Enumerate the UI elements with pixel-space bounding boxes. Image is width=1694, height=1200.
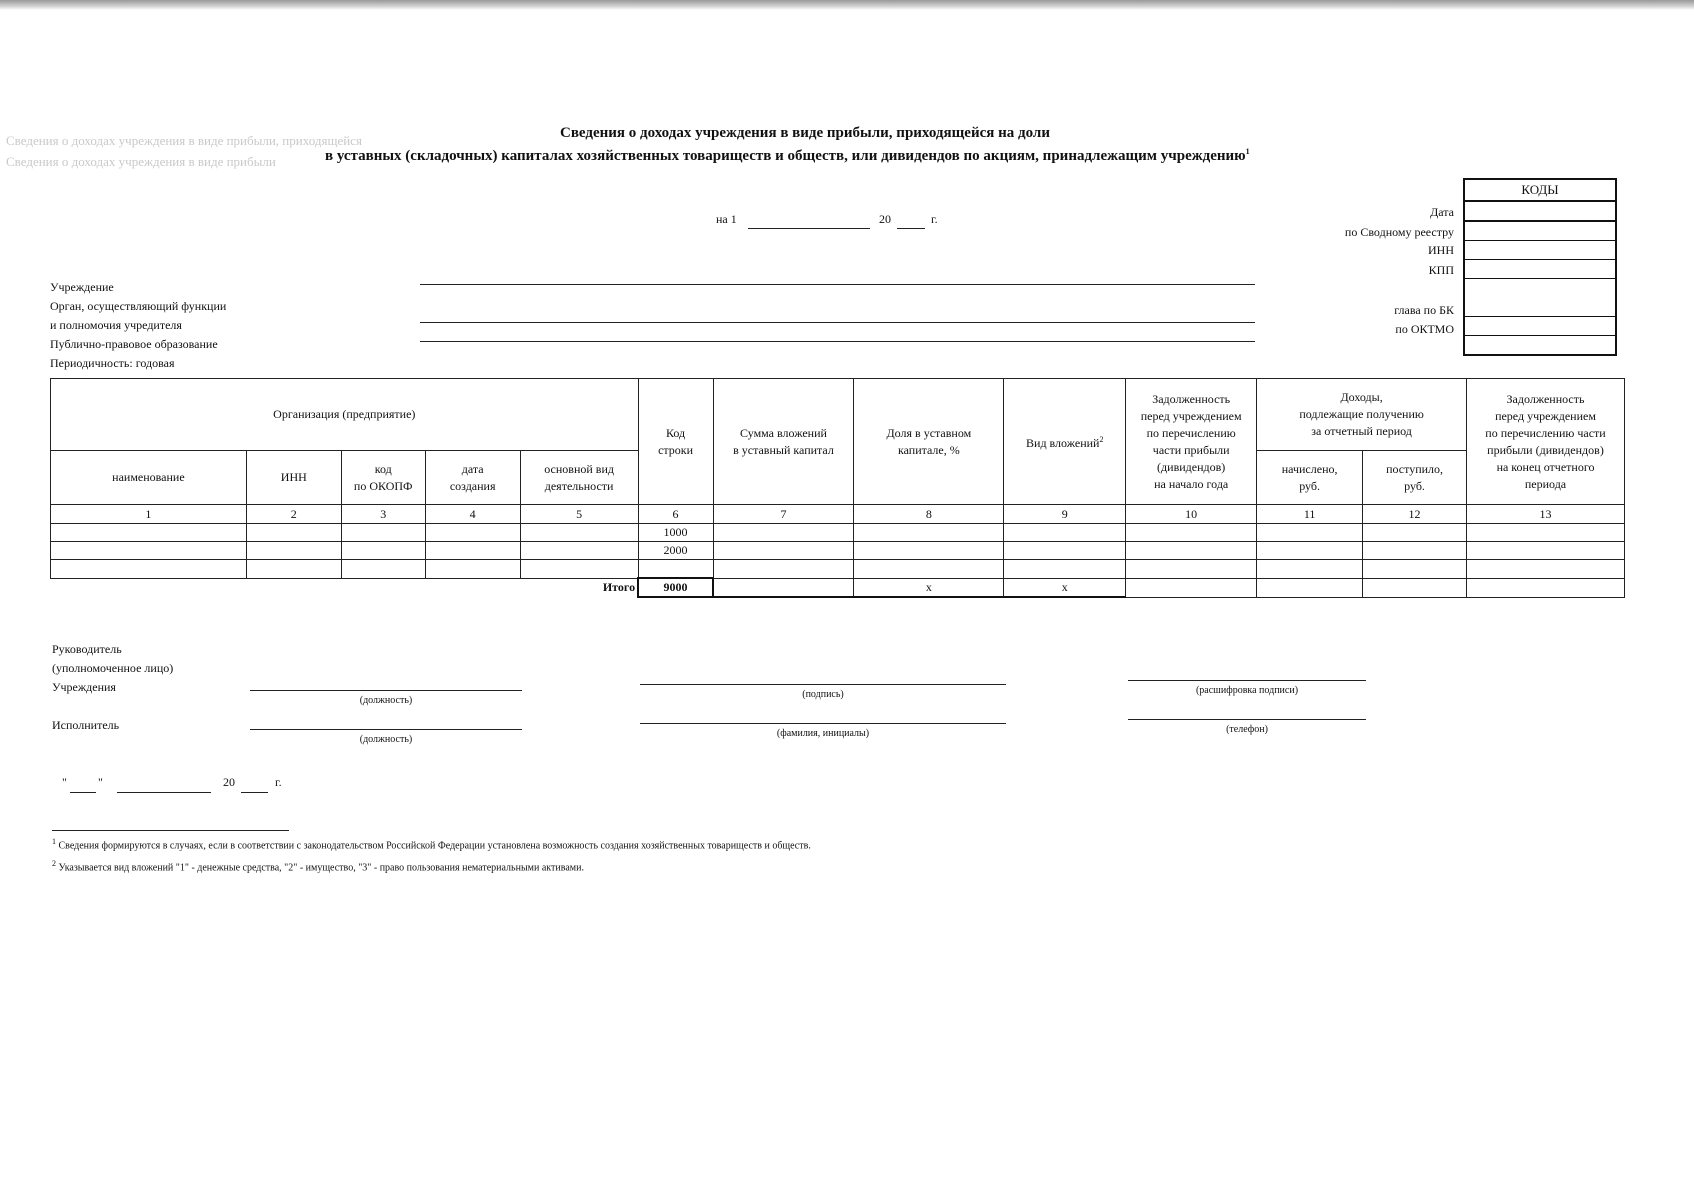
cell-name[interactable] [51,524,247,542]
cell-received[interactable] [1363,542,1467,560]
cell-sum[interactable] [713,560,854,579]
ghost-text-line1: Сведения о доходах учреждения в виде прибыли, приходящейся [6,133,362,148]
footnote-2: $^2$ Указывается вид вложений "1" - денежные средства, "2" - имущество, "3" - право пользования нематериальными активами. [52,859,584,874]
code-cell-date[interactable] [1465,202,1615,222]
header-type: Вид вложений$^2$ [1004,379,1126,505]
footnote-1: $^1$ Сведения формируются в случаях, если в соответствии с законодательством Российской Федерации установлена возможность создания хозяйственных товариществ и обществ. [52,837,811,852]
header-activity: основной вид деятельности [520,451,638,505]
report-date-prefix: на 1 [716,212,737,226]
scan-top-edge [0,0,1694,10]
header-okopf: код по ОКОПФ [341,451,425,505]
caption-phone: (телефон) [1226,724,1268,735]
cell-type[interactable] [1004,524,1126,542]
code-label-kpp: КПП [1428,263,1454,277]
report-date-suffix: г. [931,212,938,226]
label-institution: Учреждение [50,280,114,294]
sign-date-month-field[interactable] [117,792,211,793]
column-number: 13 [1467,505,1625,524]
cell-received[interactable] [1363,560,1467,579]
cell-inn[interactable] [246,560,341,579]
cell-okopf[interactable] [341,542,425,560]
column-number: 6 [638,505,713,524]
code-cell-inn[interactable] [1465,241,1615,260]
cell-sum[interactable] [713,524,854,542]
total-debt-end[interactable] [1467,578,1625,597]
code-label-bk: глава по БК [1394,303,1454,317]
field-public-entity[interactable] [420,341,1255,342]
table-row [51,560,1625,579]
report-date-year-field[interactable] [897,228,925,229]
cell-type[interactable] [1004,542,1126,560]
executor-name-field[interactable] [640,723,1006,724]
report-date-day-field[interactable] [748,228,870,229]
field-organ[interactable] [420,322,1255,323]
cell-debt-start[interactable] [1126,542,1257,560]
total-share: x [854,578,1004,597]
cell-accrued[interactable] [1257,524,1363,542]
income-table [50,378,1625,598]
total-label: Итого [51,578,639,597]
cell-name[interactable] [51,560,247,579]
caption-position: (должность) [359,695,413,706]
header-received: поступило, руб. [1363,451,1467,505]
code-label-registry: по Сводному реестру [1344,225,1454,239]
column-number-row [51,505,1625,524]
header-accrued: начислено, руб. [1257,451,1363,505]
code-cell-bk[interactable] [1465,279,1615,317]
column-number: 1 [51,505,247,524]
column-number: 5 [520,505,638,524]
sign-date-suffix: г. [275,775,282,789]
title-footnote-mark: 1 [1245,147,1250,156]
column-number: 9 [1004,505,1126,524]
sign-date-year-prefix: 20 [223,775,235,789]
table-header-row-1 [51,379,1625,451]
column-number: 4 [425,505,520,524]
column-number: 2 [246,505,341,524]
cell-sum[interactable] [713,542,854,560]
cell-debt-end[interactable] [1467,524,1625,542]
cell-debt-end[interactable] [1467,542,1625,560]
cell-row-code [638,560,713,579]
cell-row-code: 1000 [638,524,713,542]
code-label-inn: ИНН [1428,243,1454,257]
header-sum: Сумма вложений в уставный капитал [713,379,854,505]
head-signature-field[interactable] [640,684,1006,685]
codes-box [1463,178,1617,356]
caption-name: (фамилия, инициалы) [776,728,870,739]
column-number: 8 [854,505,1004,524]
cell-share[interactable] [854,524,1004,542]
cell-received[interactable] [1363,524,1467,542]
cell-debt-end[interactable] [1467,560,1625,579]
caption-signature: (подпись) [802,689,844,700]
ghost-text-line2: Сведения о доходах учреждения в виде прибыли [6,154,276,169]
codes-header: КОДЫ [1465,180,1615,202]
document-title-line2: в уставных (складочных) капиталах хозяйственных товариществ и обществ, или дивидендов по акциям, принадлежащим учреждению$^1$ [325,147,1250,164]
header-organization-group: Организация (предприятие) [51,379,639,451]
cell-okopf[interactable] [341,524,425,542]
column-number: 3 [341,505,425,524]
header-debt-end: Задолженность перед учреждением по перечислению части прибыли (дивидендов) на конец отчетного периода [1467,379,1625,505]
cell-inn[interactable] [246,524,341,542]
caption-executor-position: (должность) [359,734,413,745]
cell-accrued[interactable] [1257,542,1363,560]
label-periodicity: Периодичность: годовая [50,356,175,370]
document-title-line1: Сведения о доходах учреждения в виде прибыли, приходящейся на доли [560,125,1050,141]
code-label-oktmo: по ОКТМО [1395,322,1454,336]
header-share: Доля в уставном капитале, % [854,379,1004,505]
cell-date[interactable] [425,542,520,560]
label-organ-line2: и полномочия учредителя [50,318,182,332]
code-label-date: Дата [1430,205,1454,219]
label-public-entity: Публично-правовое образование [50,337,218,351]
head-position-field[interactable] [250,690,522,691]
cell-share[interactable] [854,560,1004,579]
code-cell-oktmo[interactable] [1465,317,1615,336]
label-organ-line1: Орган, осуществляющий функции [50,299,227,313]
header-creation-date: дата создания [425,451,520,505]
label-head: Руководитель [52,642,122,656]
total-type: x [1004,578,1126,597]
header-inn: ИНН [246,451,341,505]
header-code: Код строки [638,379,713,505]
field-institution[interactable] [420,284,1255,285]
column-number: 12 [1363,505,1467,524]
code-cell-kpp[interactable] [1465,260,1615,279]
cell-debt-start[interactable] [1126,560,1257,579]
footnote-separator [52,830,289,831]
label-executor: Исполнитель [52,718,120,732]
sign-date-day-field[interactable] [70,792,96,793]
total-code: 9000 [638,578,713,597]
column-number: 10 [1126,505,1257,524]
table-row [51,542,1625,560]
header-income-group: Доходы, подлежащие получению за отчетный период [1257,379,1467,451]
total-accrued[interactable] [1257,578,1363,597]
cell-okopf[interactable] [341,560,425,579]
cell-inn[interactable] [246,542,341,560]
cell-date[interactable] [425,560,520,579]
cell-debt-start[interactable] [1126,524,1257,542]
column-number: 7 [713,505,854,524]
table-row [51,524,1625,542]
cell-row-code: 2000 [638,542,713,560]
column-number: 11 [1257,505,1363,524]
total-received[interactable] [1363,578,1467,597]
cell-activity[interactable] [520,524,638,542]
total-debt-start[interactable] [1126,578,1257,597]
executor-phone-field[interactable] [1128,719,1366,720]
sign-date-quote-close: " [98,775,103,789]
executor-position-field[interactable] [250,729,522,730]
code-cell-registry[interactable] [1465,222,1615,241]
sign-date-quote-open: " [62,775,67,789]
cell-activity[interactable] [520,560,638,579]
cell-date[interactable] [425,524,520,542]
head-decode-field[interactable] [1128,680,1366,681]
header-debt-start: Задолженность перед учреждением по перечислению части прибыли (дивидендов) на начало года [1126,379,1257,505]
cell-activity[interactable] [520,542,638,560]
cell-type[interactable] [1004,560,1126,579]
cell-accrued[interactable] [1257,560,1363,579]
header-name: наименование [51,451,247,505]
label-head-authorized: (уполномоченное лицо) [52,661,174,675]
label-head-institution: Учреждения [52,680,116,694]
total-row [51,578,1625,597]
report-date-year-prefix: 20 [879,212,891,226]
cell-share[interactable] [854,542,1004,560]
total-sum[interactable] [713,578,854,597]
sign-date-year-field[interactable] [241,792,268,793]
caption-decode: (расшифровка подписи) [1195,685,1299,696]
cell-name[interactable] [51,542,247,560]
